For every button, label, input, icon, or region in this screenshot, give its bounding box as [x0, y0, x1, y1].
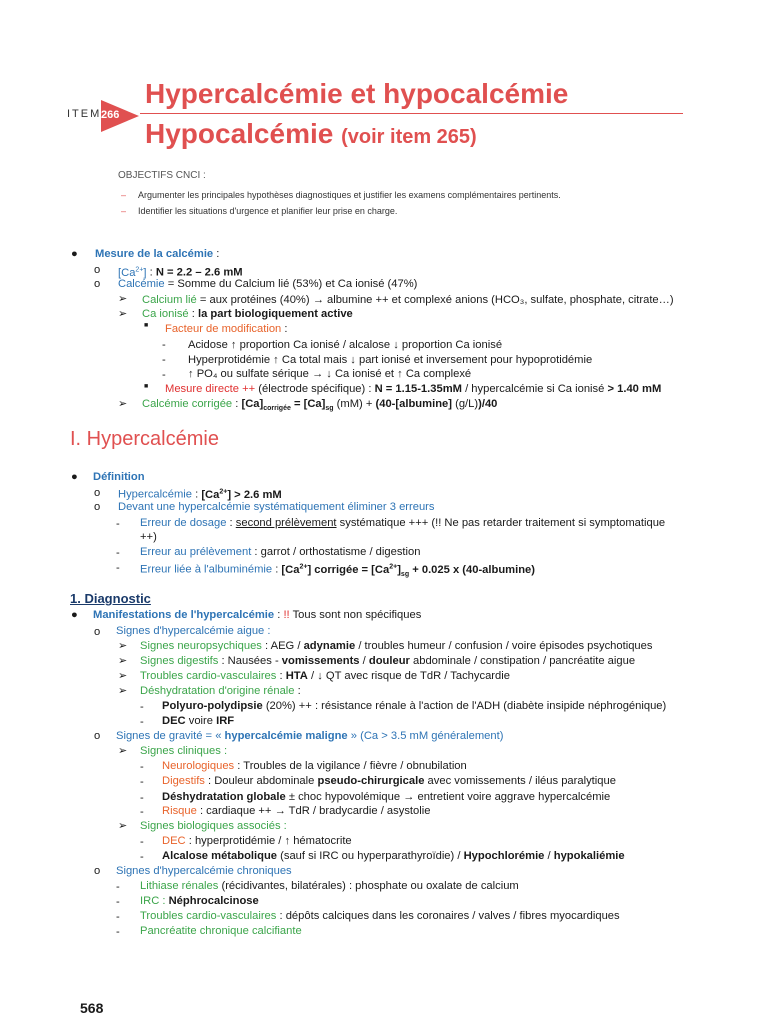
- page-number: 568: [80, 1000, 104, 1016]
- aigue-title: Signes d'hypercalcémie aigue :: [116, 625, 271, 637]
- bullet-circle: o: [94, 264, 101, 276]
- calcium-lie-line: Calcium lié = aux protéines (40%) → albumine ++ et complexé anions (HCO₃, sulfate, phosphate, citrate…): [142, 294, 674, 306]
- erreur-prelevement-line: Erreur au prélèvement : garrot / orthostatisme / digestion: [140, 546, 421, 558]
- dash-bullet: -: [162, 354, 166, 366]
- facteur-line: Facteur de modification :: [165, 323, 288, 335]
- item-label: ITEM: [67, 108, 102, 120]
- erreur-dosage-cont: ++): [140, 531, 157, 543]
- arrow-bullet: ➢: [118, 820, 128, 832]
- dash-bullet: -: [116, 881, 120, 893]
- arrow-bullet: ➢: [118, 685, 128, 697]
- pancreatite-line: Pancréatite chronique calcifiante: [140, 925, 302, 937]
- risque-line: Risque : cardiaque ++ → TdR / bradycardie / asystolie: [162, 805, 431, 817]
- biologiques-title: Signes biologiques associés :: [140, 820, 287, 832]
- arrow-bullet: ➢: [118, 398, 128, 410]
- dash-bullet: -: [162, 339, 166, 351]
- digestifs-line: Signes digestifs : Nausées - vomissements / douleur abdominale / constipation / pancréatite aigue: [140, 655, 636, 667]
- bullet-circle: o: [94, 278, 101, 290]
- facteur-item: Hyperprotidémie ↑ Ca total mais ↓ part ionisé et inversement pour hypoprotidémie: [188, 354, 593, 366]
- section-title: I. Hypercalcémie: [70, 428, 219, 450]
- erreur-albumine-line: Erreur liée à l'albuminémie : $[Ca^{2+}]$ corrigée = $[Ca^{2+}]_{sg} + 0.025$ x (40-albumine): [140, 563, 536, 578]
- dash-bullet: -: [140, 836, 144, 848]
- objective-item: Argumenter les principales hypothèses diagnostiques et justifier les examens complémentaires pertinents.: [138, 190, 561, 200]
- bullet-dot: ●: [71, 609, 78, 621]
- item-number: 266: [101, 109, 120, 121]
- alcalose-line: Alcalose métabolique (sauf si IRC ou hyperparathyroïdie) / Hypochlorémie / hypokaliémie: [162, 850, 625, 862]
- bullet-circle: o: [94, 501, 101, 513]
- neurologiques-line: Neurologiques : Troubles de la vigilance / fièvre / obnubilation: [162, 760, 467, 772]
- calcemie-line: Calcémie = Somme du Calcium lié (53%) et Ca ionisé (47%): [118, 278, 418, 290]
- page-title: Hypercalcémie et hypocalcémie: [145, 78, 569, 109]
- arrow-bullet: ➢: [118, 640, 128, 652]
- diagnostic-title: 1. Diagnostic: [70, 591, 151, 606]
- dash-bullet: -: [140, 806, 144, 818]
- irc-line: IRC : Néphrocalcinose: [140, 895, 259, 907]
- dash-bullet: -: [116, 518, 120, 530]
- facteur-item: Acidose ↑ proportion Ca ionisé / alcalose ↓ proportion Ca ionisé: [188, 339, 503, 351]
- definition-title: Définition: [93, 471, 145, 483]
- objective-dash: –: [121, 206, 127, 216]
- calcemie-corrigee-line: Calcémie corrigée : $[Ca]_{corrigée} = [Ca]_{sg}$ (mM) + (40-[albumine] (g/L))/40: [142, 398, 498, 413]
- hyper-definition-line: Hypercalcémie : $[Ca^{2+}] > 2.6$ mM: [118, 488, 282, 501]
- devant-line: Devant une hypercalcémie systématiquement éliminer 3 erreurs: [118, 501, 435, 513]
- dash-bullet: -: [140, 701, 144, 713]
- chroniques-title: Signes d'hypercalcémie chroniques: [116, 865, 292, 877]
- mesure-title: Mesure de la calcémie :: [95, 248, 220, 260]
- facteur-item: ↑ PO₄ ou sulfate sérique → ↓ Ca ionisé et ↑ Ca complexé: [188, 368, 472, 380]
- square-bullet: ■: [144, 322, 149, 329]
- dash-bullet: -: [116, 911, 120, 923]
- dash-bullet: -: [116, 562, 120, 574]
- subtitle-main: Hypocalcémie: [145, 118, 334, 149]
- mesure-directe-line: Mesure directe ++ (électrode spécifique) : N = 1.15-1.35mM / hypercalcémie si Ca ionisé > 1.40 mM: [165, 383, 662, 395]
- objective-dash: –: [121, 190, 127, 200]
- objective-item: Identifier les situations d'urgence et planifier leur prise en charge.: [138, 206, 398, 216]
- dash-bullet: -: [162, 369, 166, 381]
- bullet-circle: o: [94, 626, 101, 638]
- objectives-heading: OBJECTIFS CNCI :: [118, 170, 206, 181]
- deshydratation-line: Déshydratation d'origine rénale :: [140, 685, 301, 697]
- troubles-cv-line: Troubles cardio-vasculaires : dépôts calciques dans les coronaires / valves / fibres myocardiques: [140, 910, 620, 922]
- header-rule: [140, 113, 683, 114]
- gravite-line: Signes de gravité = « hypercalcémie maligne » (Ca > 3.5 mM généralement): [116, 730, 504, 742]
- subtitle-ref: (voir item 265): [341, 126, 477, 148]
- bullet-circle: o: [94, 487, 101, 499]
- arrow-bullet: ➢: [118, 745, 128, 757]
- arrow-bullet: ➢: [118, 670, 128, 682]
- arrow-bullet: ➢: [118, 308, 128, 320]
- dash-bullet: -: [116, 547, 120, 559]
- page-subtitle: [145, 118, 477, 150]
- polyuro-line: Polyuro-polydipsie (20%) ++ : résistance rénale à l'action de l'ADH (diabète insipide néphrogénique): [162, 700, 667, 712]
- dash-bullet: -: [140, 716, 144, 728]
- dash-bullet: -: [140, 761, 144, 773]
- deshy-globale-line: Déshydratation globale ± choc hypovolémique → entretient voire aggrave hypercalcémie: [162, 791, 611, 803]
- bullet-circle: o: [94, 865, 101, 877]
- ca-normal-line: $[Ca^{2+}]$ : N = 2.2 – 2.6 mM: [118, 266, 243, 279]
- bio-dec-line: DEC : hyperprotidémie / ↑ hématocrite: [162, 835, 352, 847]
- cardio-line: Troubles cardio-vasculaires : HTA / ↓ QT avec risque de TdR / Tachycardie: [140, 670, 510, 682]
- arrow-bullet: ➢: [118, 655, 128, 667]
- lithiase-line: Lithiase rénales (récidivantes, bilatérales) : phosphate ou oxalate de calcium: [140, 880, 519, 892]
- dec-line: DEC voire IRF: [162, 715, 235, 727]
- digestifs-grav-line: Digestifs : Douleur abdominale pseudo-chirurgicale avec vomissements / iléus paralytique: [162, 775, 616, 787]
- dash-bullet: -: [116, 926, 120, 938]
- dash-bullet: -: [140, 851, 144, 863]
- ca-ionise-line: Ca ionisé : la part biologiquement active: [142, 308, 353, 320]
- bullet-circle: o: [94, 730, 101, 742]
- arrow-bullet: ➢: [118, 293, 128, 305]
- neuro-line: Signes neuropsychiques : AEG / adynamie / troubles humeur / confusion / voire épisodes psychotiques: [140, 640, 653, 652]
- dash-bullet: -: [140, 776, 144, 788]
- square-bullet: ■: [144, 383, 149, 390]
- cliniques-title: Signes cliniques :: [140, 745, 228, 757]
- erreur-dosage-line: Erreur de dosage : second prélèvement systématique +++ (!! Ne pas retarder traitement si symptomatique: [140, 517, 666, 529]
- manifestations-line: Manifestations de l'hypercalcémie : !! Tous sont non spécifiques: [93, 609, 422, 621]
- dash-bullet: -: [116, 896, 120, 908]
- dash-bullet: -: [140, 792, 144, 804]
- bullet-dot: ●: [71, 248, 78, 260]
- bullet-dot: ●: [71, 471, 78, 483]
